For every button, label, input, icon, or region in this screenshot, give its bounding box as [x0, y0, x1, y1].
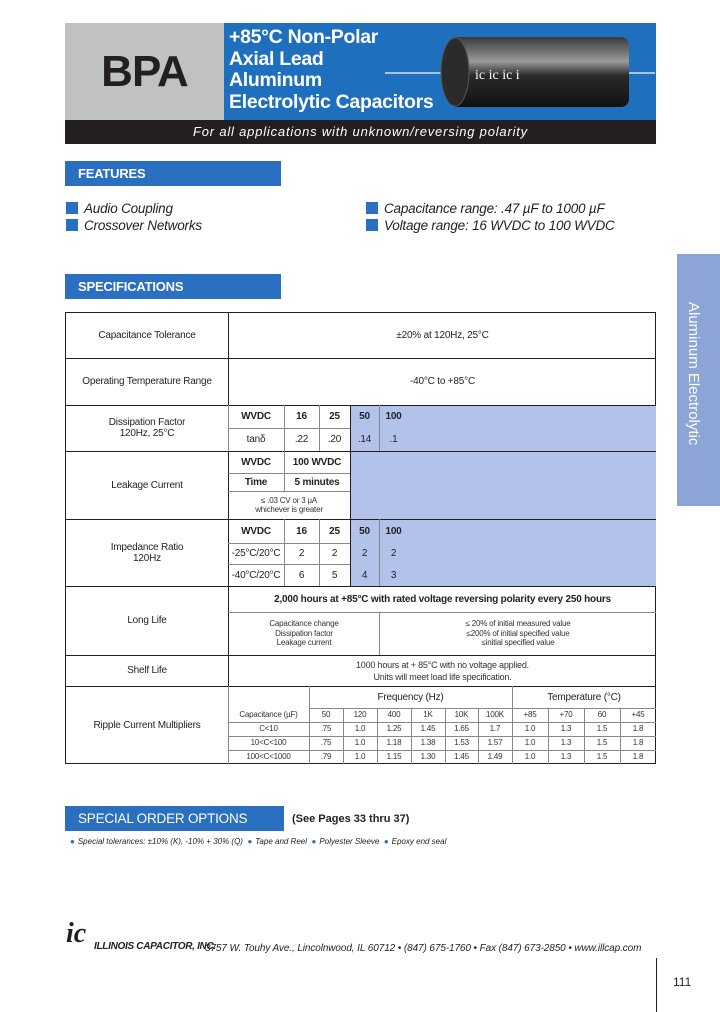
bullet-square-icon: [366, 219, 378, 231]
title-line: +85°C Non-Polar: [229, 26, 379, 48]
leakage-note: [228, 491, 350, 519]
df-value: .14: [357, 434, 372, 445]
ripple-cell: .79: [320, 752, 332, 762]
ripple-cap-head: Capacitance (µF): [239, 710, 298, 720]
op-temp-value: -40°C to +85°C: [410, 376, 475, 387]
leakage-wvdc-label: WVDC: [241, 456, 271, 468]
impedance-value: 3: [390, 569, 397, 581]
ripple-freq: 1K: [423, 710, 433, 720]
feature-item: [366, 218, 615, 233]
ripple-cell: 1.45: [454, 752, 469, 762]
ripple-temp: +70: [559, 710, 573, 720]
impedance-value: 2: [331, 548, 338, 559]
impedance-wvdc-label: WVDC: [241, 525, 271, 537]
special-order-item: Special tolerances: ±10% (K), -10% + 30% (Q): [77, 837, 243, 846]
feature-text: Capacitance range: .47 µF to 1000 µF: [384, 201, 605, 216]
df-voltage: 25: [329, 411, 340, 422]
df-label-line: 120Hz, 25°C: [119, 428, 175, 439]
df-value: .1: [389, 434, 398, 445]
impedance-value: 6: [298, 569, 305, 581]
svg-text:ic ic ic i: ic ic ic i: [475, 68, 520, 83]
ripple-temp-head: Temperature (°C): [547, 691, 621, 703]
bullet-dot-icon: ●: [311, 837, 317, 846]
special-order-list: [70, 837, 446, 846]
ripple-cell: 1.3: [560, 724, 572, 734]
bullet-dot-icon: ●: [383, 837, 389, 846]
impedance-temp: -25°C/20°C: [231, 548, 281, 559]
ripple-cell: 1.0: [524, 738, 536, 748]
feature-text: Audio Coupling: [84, 201, 173, 216]
impedance-value: 5: [331, 569, 338, 581]
impedance-label-line: 120Hz: [133, 552, 161, 564]
feature-item: [366, 201, 605, 216]
ripple-cap: 100<C<1000: [246, 752, 291, 762]
long-life-limits: [380, 612, 656, 655]
ripple-temp: +85: [523, 710, 537, 720]
long-life-params: [229, 612, 379, 655]
cap-tol-label: Capacitance Tolerance: [98, 330, 196, 341]
df-value: .22: [294, 434, 309, 445]
ripple-freq: 400: [387, 710, 401, 720]
shelf-life-line: Units will meet load life specification.: [373, 671, 512, 682]
features-heading: FEATURES: [65, 161, 281, 186]
ripple-cell: 1.8: [632, 724, 644, 734]
ripple-freq-head: Frequency (Hz): [377, 691, 444, 703]
ripple-cell: 1.0: [354, 752, 366, 762]
ripple-cap: 10<C<100: [250, 738, 287, 748]
df-voltage: 50: [359, 411, 370, 422]
ripple-freq: 50: [321, 710, 331, 720]
df-value: .20: [327, 434, 342, 445]
leakage-label: Leakage Current: [111, 479, 183, 491]
ripple-cell: 1.8: [632, 738, 644, 748]
impedance-value: 2: [298, 548, 305, 559]
tagline: For all applications with unknown/reversing polarity: [65, 120, 656, 144]
impedance-value: 2: [361, 548, 368, 559]
title-line: Aluminum: [229, 69, 322, 91]
df-wvdc-label: WVDC: [241, 411, 271, 422]
ripple-cell: 1.5: [596, 752, 608, 762]
leakage-wvdc-value: 100 WVDC: [292, 456, 342, 468]
ripple-cell: 1.0: [524, 724, 536, 734]
impedance-label: [66, 519, 228, 586]
df-label: [66, 405, 228, 451]
special-order-item: Polyester Sleeve: [319, 837, 380, 846]
ripple-cell: 1.30: [420, 752, 436, 762]
leakage-time-value: 5 minutes: [294, 476, 340, 488]
cap-tol-value: ±20% at 120Hz, 25°C: [396, 330, 489, 341]
df-voltage: 100: [385, 411, 402, 422]
leakage-note-line: ≤ .03 CV or 3 µA: [260, 495, 318, 505]
op-temp-label: Operating Temperature Range: [82, 376, 212, 387]
ripple-cell: 1.53: [454, 738, 469, 748]
df-tan-label: tanδ: [246, 434, 266, 445]
ripple-cell: 1.15: [386, 752, 402, 762]
long-life-param: Dissipation factor: [275, 628, 333, 638]
logo-text: ic: [66, 918, 87, 946]
special-order-heading: SPECIAL ORDER OPTIONS: [65, 806, 284, 831]
bullet-square-icon: [66, 219, 78, 231]
long-life-limit: ≤ 20% of initial measured value: [465, 619, 571, 629]
leakage-note-line: whichever is greater: [255, 505, 323, 514]
long-life-param: Capacitance change: [269, 619, 339, 629]
ripple-cell: 1.8: [632, 752, 644, 762]
ripple-cell: 1.49: [487, 752, 503, 762]
company-logo: [66, 916, 96, 946]
ripple-cell: 1.5: [596, 738, 608, 748]
bullet-square-icon: [66, 202, 78, 214]
ripple-cell: 1.5: [596, 724, 608, 734]
impedance-label-line: Impedance Ratio: [110, 541, 184, 553]
ripple-cell: 1.65: [454, 724, 469, 734]
page-divider: [656, 958, 657, 1012]
special-order-note: (See Pages 33 thru 37): [292, 813, 410, 825]
ripple-label: Ripple Current Multipliers: [93, 719, 201, 731]
side-tab-label: Aluminum Electrolytic: [685, 302, 702, 446]
ripple-freq: 100K: [486, 710, 504, 720]
ripple-cell: .75: [320, 738, 332, 748]
ripple-temp: 60: [597, 710, 607, 720]
ripple-cell: 1.57: [487, 738, 503, 748]
impedance-voltage: 100: [385, 525, 402, 537]
ripple-cell: 1.45: [420, 724, 436, 734]
capacitor-image: [385, 29, 655, 109]
ripple-cell: 1.0: [354, 738, 366, 748]
impedance-voltage: 50: [359, 525, 370, 537]
ripple-cell: .75: [320, 724, 332, 734]
page-number: 111: [673, 975, 692, 989]
ripple-cap: C<10: [259, 724, 278, 734]
ripple-cell: 1.0: [354, 724, 366, 734]
shelf-life-text: [229, 655, 656, 686]
impedance-value: 2: [390, 548, 397, 559]
company-address: 3757 W. Touhy Ave., Lincolnwood, IL 60712 • (847) 675-1760 • Fax (847) 673-2850 • www.illcap.com: [205, 943, 642, 954]
special-order-item: Epoxy end seal: [391, 837, 447, 846]
specifications-heading: SPECIFICATIONS: [65, 274, 281, 299]
feature-text: Voltage range: 16 WVDC to 100 WVDC: [384, 218, 615, 233]
shelf-life-label: Shelf Life: [127, 665, 167, 676]
ripple-cell: 1.38: [420, 738, 436, 748]
df-voltage: 16: [296, 411, 307, 422]
ripple-freq: 120: [353, 710, 367, 720]
shelf-life-line: 1000 hours at + 85°C with no voltage applied.: [356, 659, 529, 670]
ripple-cell: 1.18: [386, 738, 402, 748]
title-line: Axial Lead: [229, 47, 324, 70]
specifications-table: [65, 312, 656, 764]
product-header: [65, 23, 656, 144]
title-line: Electrolytic Capacitors: [229, 90, 434, 113]
ripple-cell: 1.3: [560, 738, 572, 748]
impedance-voltage: 25: [329, 525, 340, 537]
long-life-limit: ≤200% of initial specified value: [466, 628, 570, 638]
bullet-dot-icon: ●: [247, 837, 253, 846]
long-life-limit: ≤initial specified value: [481, 638, 555, 648]
long-life-headline: 2,000 hours at +85°C with rated voltage reversing polarity every 250 hours: [274, 593, 611, 605]
feature-text: Crossover Networks: [84, 218, 202, 233]
ripple-freq: 10K: [454, 710, 469, 720]
ripple-cell: 1.7: [489, 724, 501, 734]
ripple-cell: 1.0: [524, 752, 536, 762]
feature-item: [66, 218, 202, 233]
side-tab: [677, 254, 720, 506]
special-order-item: Tape and Reel: [255, 837, 308, 846]
ripple-temp: +45: [631, 710, 645, 720]
ripple-cell: 1.3: [560, 752, 572, 762]
ripple-cell: 1.25: [386, 724, 402, 734]
df-label-line: Dissipation Factor: [108, 417, 186, 428]
feature-item: [66, 201, 173, 216]
long-life-param: Leakage current: [276, 638, 332, 648]
impedance-temp: -40°C/20°C: [231, 569, 281, 581]
leakage-time-label: Time: [244, 476, 268, 488]
long-life-label: Long Life: [127, 615, 167, 626]
series-code: BPA: [65, 23, 224, 120]
impedance-voltage: 16: [296, 525, 307, 537]
company-name: ILLINOIS CAPACITOR, INC.: [94, 941, 216, 952]
impedance-value: 4: [361, 569, 368, 581]
bullet-square-icon: [366, 202, 378, 214]
bullet-dot-icon: ●: [70, 837, 75, 846]
